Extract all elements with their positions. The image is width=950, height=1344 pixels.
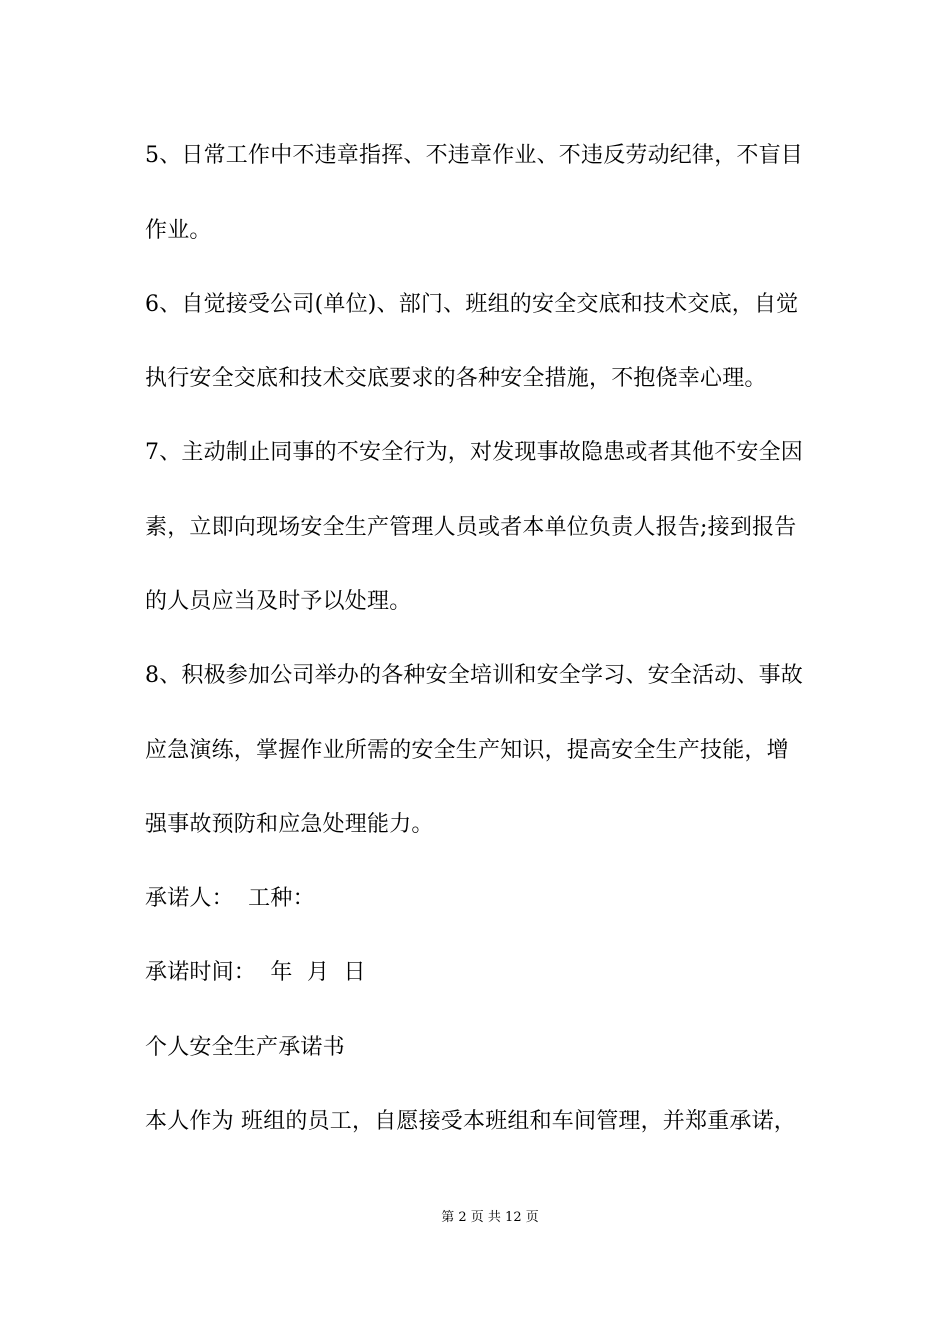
text-line-item-8b: 应急演练，掌握作业所需的安全生产知识，提高安全生产技能，增 xyxy=(145,738,789,763)
text-line-item-5a: 5、日常工作中不违章指挥、不违章作业、不违反劳动纪律，不盲目 xyxy=(145,143,803,168)
page-footer: 第 2 页 共 12 页 xyxy=(441,1210,539,1225)
promisor-line: 承诺人： 工种： xyxy=(145,886,315,911)
promise-date-line: 承诺时间： 年 月 日 xyxy=(145,960,366,985)
section-title: 个人安全生产承诺书 xyxy=(145,1035,345,1060)
text-line-item-5b: 作业。 xyxy=(145,218,212,243)
text-line-item-6b: 执行安全交底和技术交底要求的各种安全措施，不抱侥幸心理。 xyxy=(145,366,767,391)
text-line-item-7a: 7、主动制止同事的不安全行为，对发现事故隐患或者其他不安全因 xyxy=(145,440,803,465)
text-line-item-7b: 素，立即向现场安全生产管理人员或者本单位负责人报告;接到报告 xyxy=(145,515,797,540)
text-line-item-8c: 强事故预防和应急处理能力。 xyxy=(145,812,434,837)
text-line-intro: 本人作为 班组的员工，自愿接受本班组和车间管理，并郑重承诺， xyxy=(145,1109,796,1134)
text-line-item-8a: 8、积极参加公司举办的各种安全培训和安全学习、安全活动、事故 xyxy=(145,663,803,688)
text-line-item-6a: 6、自觉接受公司(单位)、部门、班组的安全交底和技术交底，自觉 xyxy=(145,292,799,317)
text-line-item-7c: 的人员应当及时予以处理。 xyxy=(145,589,412,614)
